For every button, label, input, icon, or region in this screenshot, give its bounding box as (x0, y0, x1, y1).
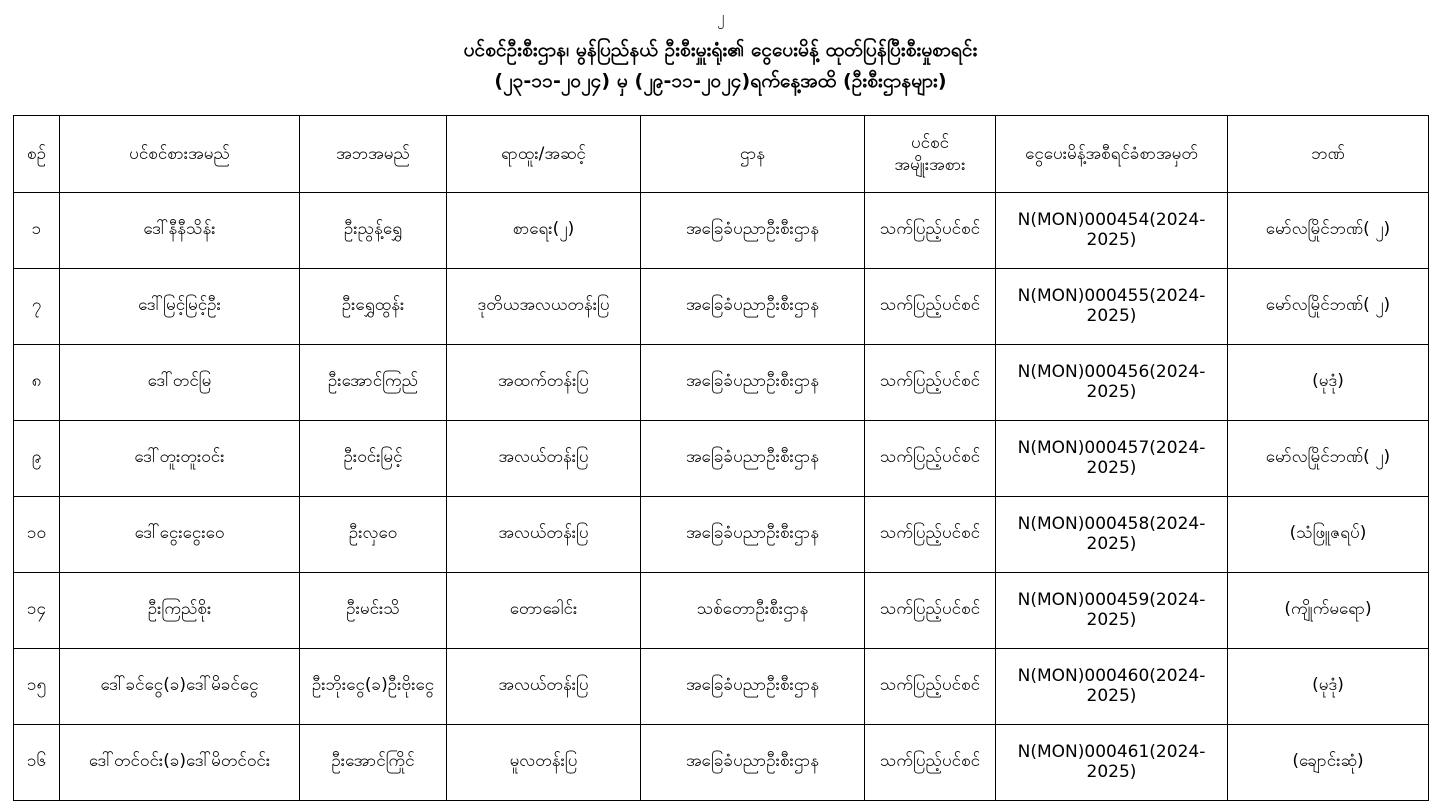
cell-serial-number: ၁၄ (14, 572, 60, 648)
table-row (14, 572, 1429, 648)
column-header-no: စဉ် (14, 115, 60, 192)
cell-serial-number: ၁၅ (14, 648, 60, 724)
cell-reference-number: N(MON)000456(2024-2025) (996, 344, 1228, 420)
cell-serial-number: ၁၀ (14, 496, 60, 572)
column-header-reference-number: ငွေပေးမိန့်အစီရင်ခံစာအမှတ် (996, 115, 1228, 192)
cell-pension-type: သက်ပြည့်ပင်စင် (865, 268, 996, 344)
cell-pension-type: သက်ပြည့်ပင်စင် (865, 572, 996, 648)
cell-pension-type: သက်ပြည့်ပင်စင် (865, 192, 996, 268)
cell-department: အခြေခံပညာဦးစီးဌာန (641, 648, 865, 724)
column-header-pension-type (865, 115, 996, 192)
column-header-department: ဌာန (641, 115, 865, 192)
table-row (14, 724, 1429, 800)
cell-department: အခြေခံပညာဦးစီးဌာန (641, 344, 865, 420)
cell-pension-type: သက်ပြည့်ပင်စင် (865, 648, 996, 724)
table-body (14, 192, 1429, 800)
cell-father-name: ဦးအောင်ကြည် (300, 344, 447, 420)
cell-reference-number: N(MON)000454(2024-2025) (996, 192, 1228, 268)
cell-pension-type: သက်ပြည့်ပင်စင် (865, 344, 996, 420)
cell-rank: မူလတန်းပြ (447, 724, 641, 800)
cell-pensioner-name: ဒေါ်ငွေးငွေးဝေ (60, 496, 300, 572)
cell-rank: အထက်တန်းပြ (447, 344, 641, 420)
cell-father-name: ဦးလှဝေ (300, 496, 447, 572)
cell-bank: (သံဖြူဇရပ်) (1228, 496, 1429, 572)
cell-bank: (ချောင်းဆုံ) (1228, 724, 1429, 800)
column-header-pension-type-line2: အမျိုးအစား (894, 154, 966, 175)
cell-pension-type: သက်ပြည့်ပင်စင် (865, 496, 996, 572)
column-header-pension-type-line1: ပင်စင် (910, 132, 950, 153)
cell-pensioner-name: ဦးကြည်စိုး (60, 572, 300, 648)
cell-serial-number: ၁၆ (14, 724, 60, 800)
cell-pensioner-name: ဒေါ်တင်ဝင်း(ခ)ဒေါ်မိတင်ဝင်း (60, 724, 300, 800)
cell-pensioner-name: ဒေါ်ခင်ငွေ(ခ)ဒေါ်မိခင်ငွေ (60, 648, 300, 724)
table-row (14, 192, 1429, 268)
cell-rank: စာရေး(၂) (447, 192, 641, 268)
cell-serial-number: ၁ (14, 192, 60, 268)
cell-bank: မော်လမြိုင်ဘဏ်( ၂) (1228, 192, 1429, 268)
cell-bank: မော်လမြိုင်ဘဏ်( ၂) (1228, 268, 1429, 344)
cell-father-name: ဦးဘိုးငွေ(ခ)ဦးဗိုးငွေ (300, 648, 447, 724)
cell-pensioner-name: ဒေါ်နီနီသိန်း (60, 192, 300, 268)
cell-rank: တောခေါင်း (447, 572, 641, 648)
cell-department: သစ်တောဦးစီးဌာန (641, 572, 865, 648)
column-header-name: ပင်စင်စားအမည် (60, 115, 300, 192)
table-row (14, 420, 1429, 496)
cell-department: အခြေခံပညာဦးစီးဌာန (641, 724, 865, 800)
cell-department: အခြေခံပညာဦးစီးဌာန (641, 496, 865, 572)
pension-table (13, 115, 1429, 801)
table-row (14, 344, 1429, 420)
cell-bank: (ကျိုက်မရော) (1228, 572, 1429, 648)
cell-pensioner-name: ဒေါ်မြင့်မြင့်ဦး (60, 268, 300, 344)
page-title: ပင်စင်ဦးစီးဌာန၊ မွန်ပြည်နယ် ဦးစီးမှူးရုံး၏ ငွေပေးမိန့် ထုတ်ပြန်ပြီးစီးမှုစာရင်း (463, 39, 978, 61)
cell-rank: အလယ်တန်းပြ (447, 496, 641, 572)
cell-reference-number: N(MON)000460(2024-2025) (996, 648, 1228, 724)
cell-reference-number: N(MON)000459(2024-2025) (996, 572, 1228, 648)
page-subtitle: (၂၃-၁၁-၂၀၂၄) မှ (၂၉-၁၁-၂၀၂၄)ရက်နေ့အထိ (ဦးစီးဌာနများ) (494, 70, 947, 93)
cell-bank: မော်လမြိုင်ဘဏ်( ၂) (1228, 420, 1429, 496)
cell-pension-type: သက်ပြည့်ပင်စင် (865, 724, 996, 800)
cell-father-name: ဦးရွှေထွန်း (300, 268, 447, 344)
table-header-row (14, 115, 1429, 192)
cell-reference-number: N(MON)000461(2024-2025) (996, 724, 1228, 800)
cell-serial-number: ၇ (14, 268, 60, 344)
cell-reference-number: N(MON)000457(2024-2025) (996, 420, 1228, 496)
cell-department: အခြေခံပညာဦးစီးဌာန (641, 192, 865, 268)
document-title-block (0, 36, 1441, 97)
cell-rank: ဒုတိယအလယတန်းပြ (447, 268, 641, 344)
cell-serial-number: ၈ (14, 344, 60, 420)
cell-department: အခြေခံပညာဦးစီးဌာန (641, 420, 865, 496)
cell-father-name: ဦးညွန့်ရွှေ (300, 192, 447, 268)
table-header (14, 115, 1429, 192)
column-header-rank: ရာထူး/အဆင့် (447, 115, 641, 192)
page-number-mark: ၂ (716, 8, 725, 26)
table-row (14, 268, 1429, 344)
cell-father-name: ဦးဝင်းမြင့် (300, 420, 447, 496)
cell-reference-number: N(MON)000455(2024-2025) (996, 268, 1228, 344)
column-header-father: အဘအမည် (300, 115, 447, 192)
cell-reference-number: N(MON)000458(2024-2025) (996, 496, 1228, 572)
pension-table-container (13, 115, 1428, 801)
cell-pensioner-name: ဒေါ်တင်မြ (60, 344, 300, 420)
cell-pension-type: သက်ပြည့်ပင်စင် (865, 420, 996, 496)
cell-pensioner-name: ဒေါ်တူးတူးဝင်း (60, 420, 300, 496)
cell-bank: (မုဒုံ) (1228, 648, 1429, 724)
table-row (14, 648, 1429, 724)
table-row (14, 496, 1429, 572)
cell-rank: အလယ်တန်းပြ (447, 648, 641, 724)
cell-father-name: ဦးမင်းသိ (300, 572, 447, 648)
cell-father-name: ဦးအောင်ကြိုင် (300, 724, 447, 800)
column-header-bank: ဘဏ် (1228, 115, 1429, 192)
cell-rank: အလယ်တန်းပြ (447, 420, 641, 496)
cell-bank: (မုဒုံ) (1228, 344, 1429, 420)
cell-department: အခြေခံပညာဦးစီးဌာန (641, 268, 865, 344)
cell-serial-number: ၉ (14, 420, 60, 496)
